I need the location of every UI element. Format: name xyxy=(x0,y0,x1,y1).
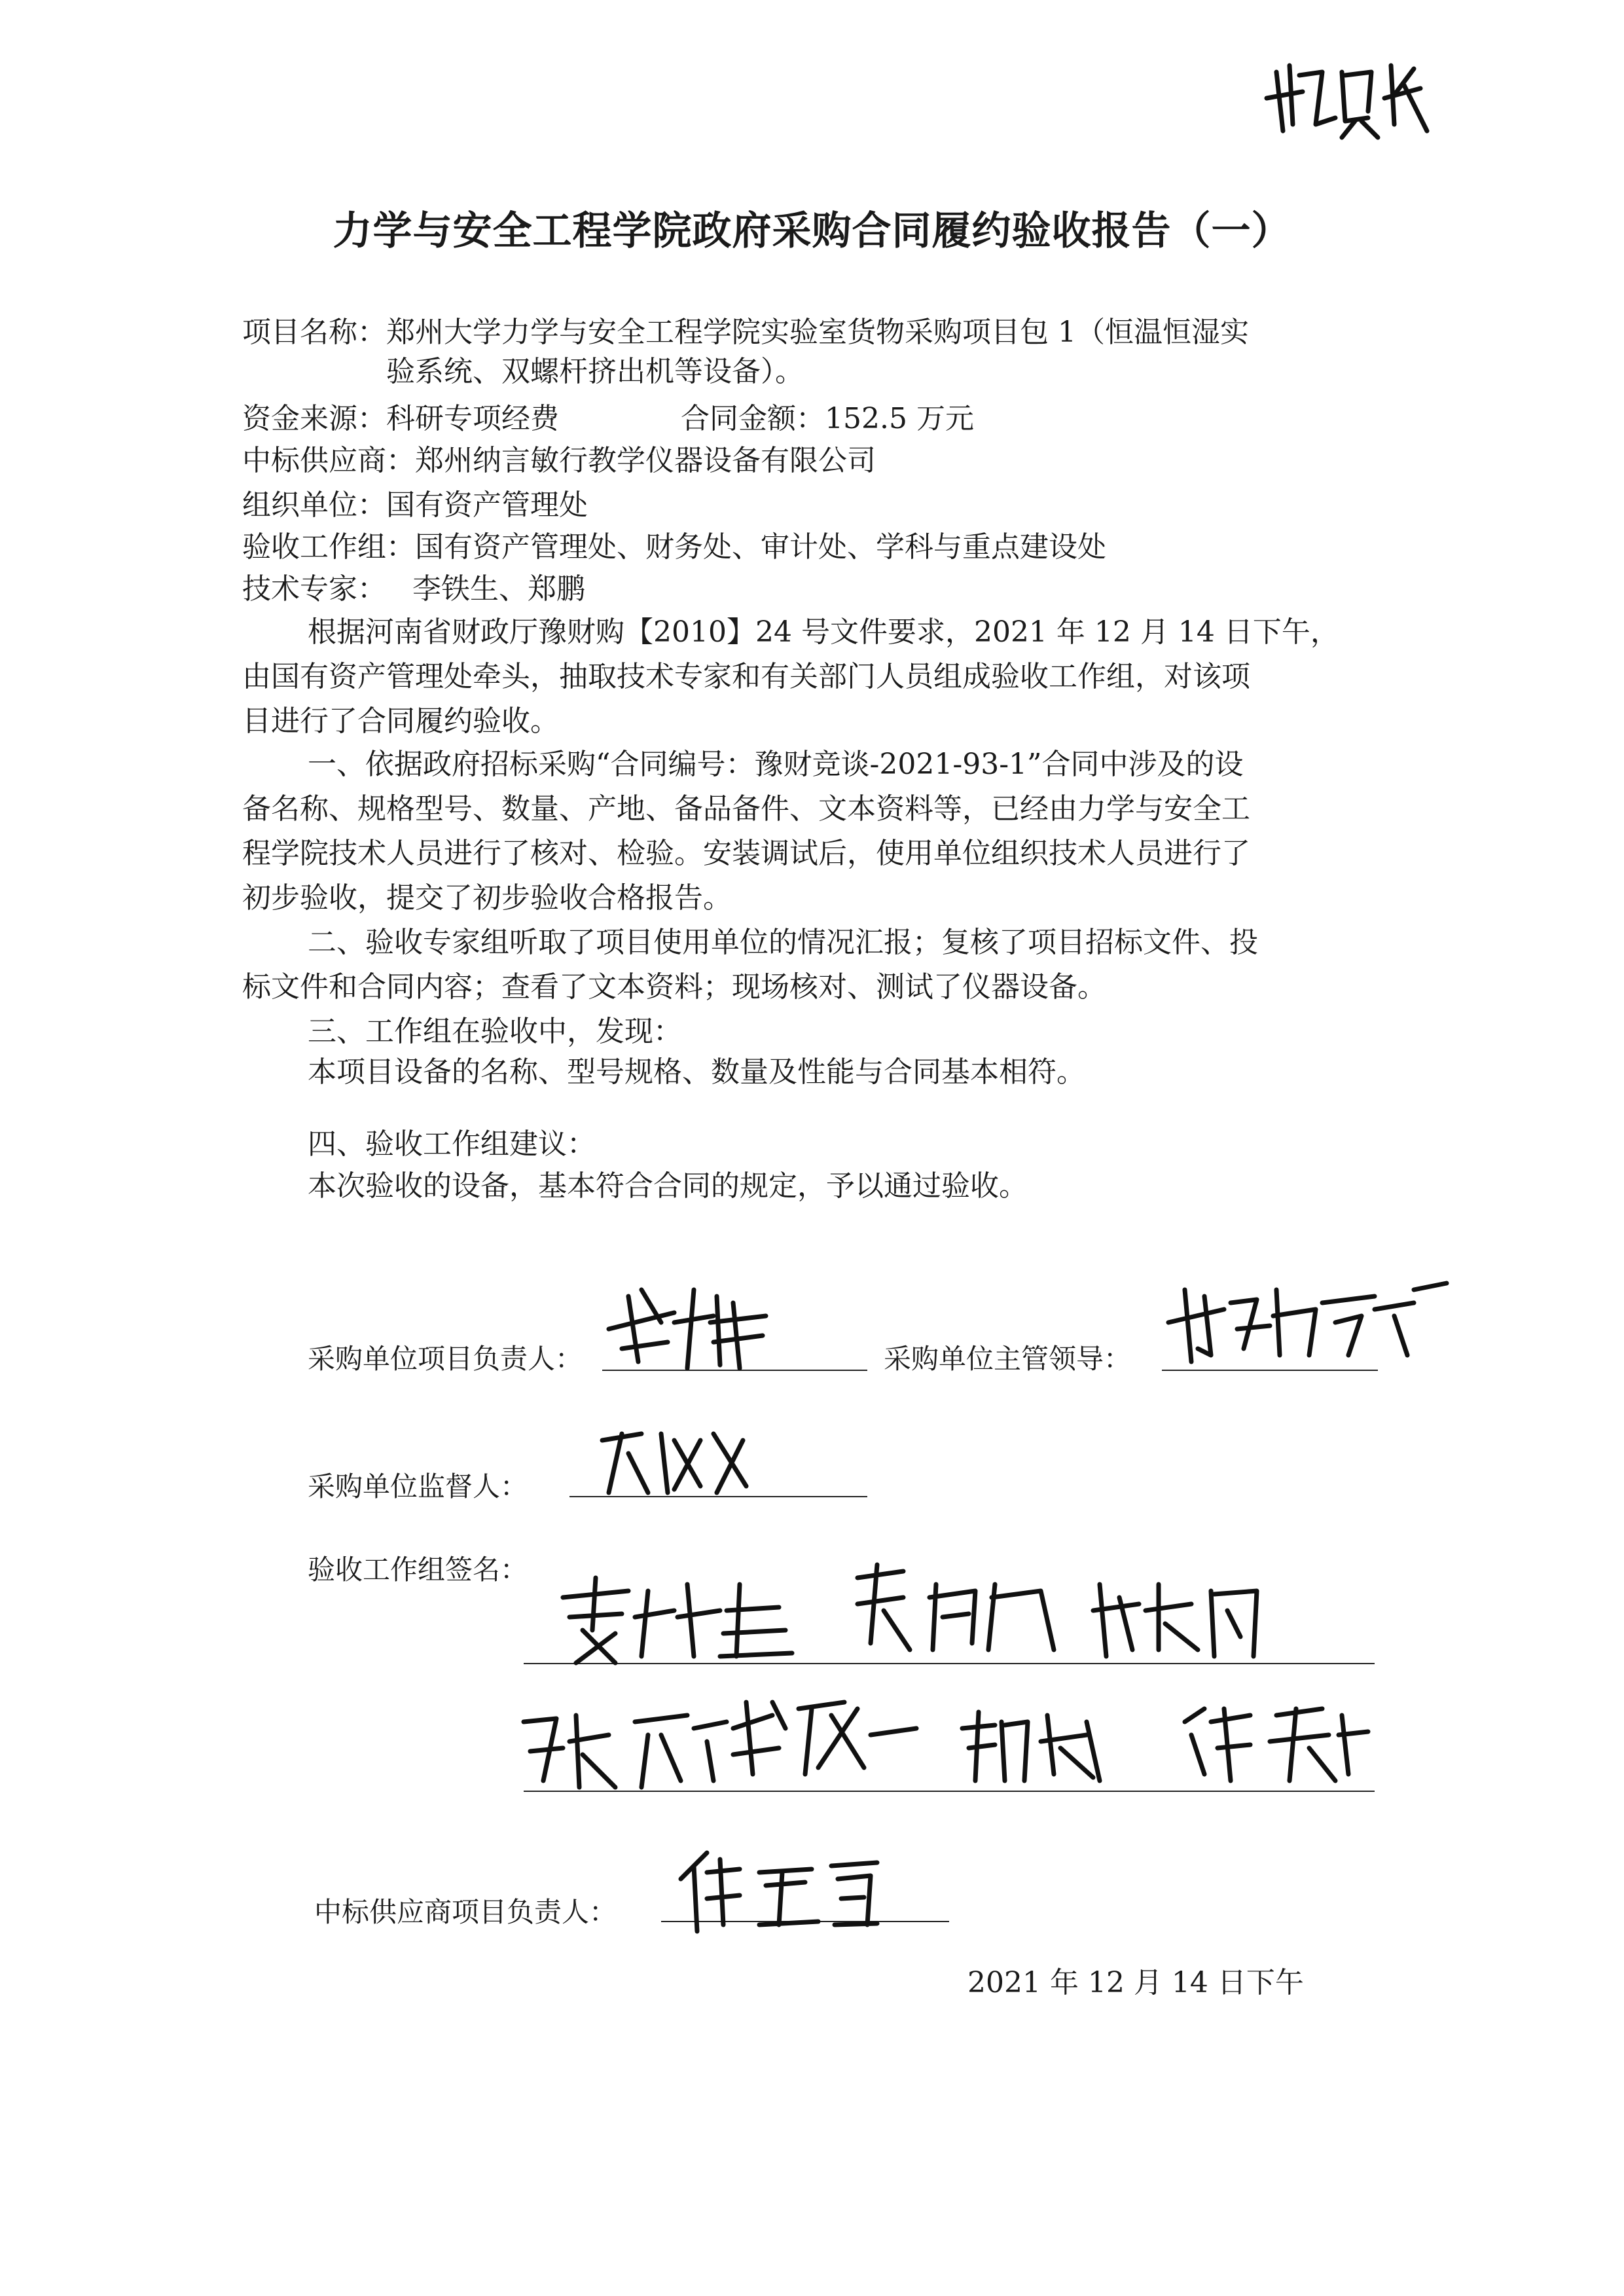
project-lead-signature xyxy=(602,1277,812,1381)
supervisor-signature xyxy=(1165,1270,1453,1375)
contract-amount-value: 152.5 万元 xyxy=(825,402,974,435)
experts-value: 李铁生、郑鹏 xyxy=(412,572,585,606)
supplier-row xyxy=(242,446,876,475)
group-signature-xu-yijia xyxy=(1178,1696,1375,1787)
group-signature-li-tiesheng xyxy=(556,1571,805,1669)
handwritten-note-signature xyxy=(1263,46,1440,144)
project-name-row xyxy=(242,318,1249,347)
project-lead-label: 采购单位项目负责人： xyxy=(308,1343,583,1375)
p4-line-2: 本次验收的设备，基本符合合同的规定，予以通过验收。 xyxy=(308,1169,1028,1203)
supplier-value: 郑州纳言敏行教学仪器设备有限公司 xyxy=(415,444,876,477)
working-group-row xyxy=(242,530,1106,564)
experts-row xyxy=(242,572,585,606)
group-label: 验收工作组签名： xyxy=(308,1554,528,1586)
p1-line-3: 程学院技术人员进行了核对、检验。安装调试后，使用单位组织技术人员进行了 xyxy=(242,837,1250,870)
supplier-lead-signature xyxy=(668,1846,890,1938)
contract-amount-row xyxy=(681,402,974,435)
project-name-label: 项目名称： xyxy=(242,316,386,349)
intro-line-3: 目进行了合同履约验收。 xyxy=(242,704,559,738)
supplier-lead-label: 中标供应商项目负责人： xyxy=(314,1896,617,1928)
intro-line-2: 由国有资产管理处牵头，抽取技术专家和有关部门人员组成验收工作组，对该项 xyxy=(242,660,1250,693)
group-signature-liu-zhigang xyxy=(1087,1571,1283,1663)
p4-line-1: 四、验收工作组建议： xyxy=(308,1127,596,1161)
group-signature-zheng-peng xyxy=(844,1558,1060,1663)
p2-line-2: 标文件和合同内容；查看了文本资料；现场核对、测试了仪器设备。 xyxy=(242,970,1106,1004)
project-name-value-line1: 郑州大学力学与安全工程学院实验室货物采购项目包 1（恒温恒湿实 xyxy=(386,316,1249,349)
monitor-signature xyxy=(589,1414,759,1506)
group-signature-qian-yan xyxy=(727,1689,923,1787)
p1-line-4: 初步验收，提交了初步验收合格报告。 xyxy=(242,881,732,915)
organizer-row xyxy=(242,488,588,522)
organizer-value: 国有资产管理处 xyxy=(386,488,588,522)
intro-line-1: 根据河南省财政厅豫财购【2010】24 号文件要求，2021 年 12 月 14 日下午， xyxy=(308,615,1339,649)
group-signature-hu-bin xyxy=(956,1702,1113,1787)
monitor-label: 采购单位监督人： xyxy=(308,1470,528,1503)
supplier-label: 中标供应商： xyxy=(242,444,415,477)
p1-line-1: 一、依据政府招标采购“合同编号：豫财竞谈-2021-93-1”合同中涉及的设 xyxy=(308,748,1244,781)
fund-source-row xyxy=(242,402,559,435)
working-group-value: 国有资产管理处、财务处、审计处、学科与重点建设处 xyxy=(415,530,1106,564)
contract-amount-label: 合同金额： xyxy=(681,402,825,435)
supervisor-label: 采购单位主管领导： xyxy=(884,1343,1132,1375)
report-date: 2021 年 12 月 14 日下午 xyxy=(967,1966,1304,1999)
experts-label: 技术专家： xyxy=(242,572,386,606)
p1-line-2: 备名称、规格型号、数量、产地、备品备件、文本资料等，已经由力学与安全工 xyxy=(242,792,1250,826)
project-name-value-line2: 验系统、双螺杆挤出机等设备）。 xyxy=(386,355,804,388)
working-group-label: 验收工作组： xyxy=(242,530,415,564)
group-signature-zhang-xianzhi xyxy=(517,1702,733,1794)
p3-line-1: 三、工作组在验收中，发现： xyxy=(308,1015,682,1048)
document-title: 力学与安全工程学院政府采购合同履约验收报告（一） xyxy=(333,208,1291,254)
p3-line-2: 本项目设备的名称、型号规格、数量及性能与合同基本相符。 xyxy=(308,1055,1085,1089)
fund-source-label: 资金来源： xyxy=(242,402,386,435)
p2-line-1: 二、验收专家组听取了项目使用单位的情况汇报；复核了项目招标文件、投 xyxy=(308,926,1258,959)
fund-source-value: 科研专项经费 xyxy=(386,402,559,435)
organizer-label: 组织单位： xyxy=(242,488,386,522)
